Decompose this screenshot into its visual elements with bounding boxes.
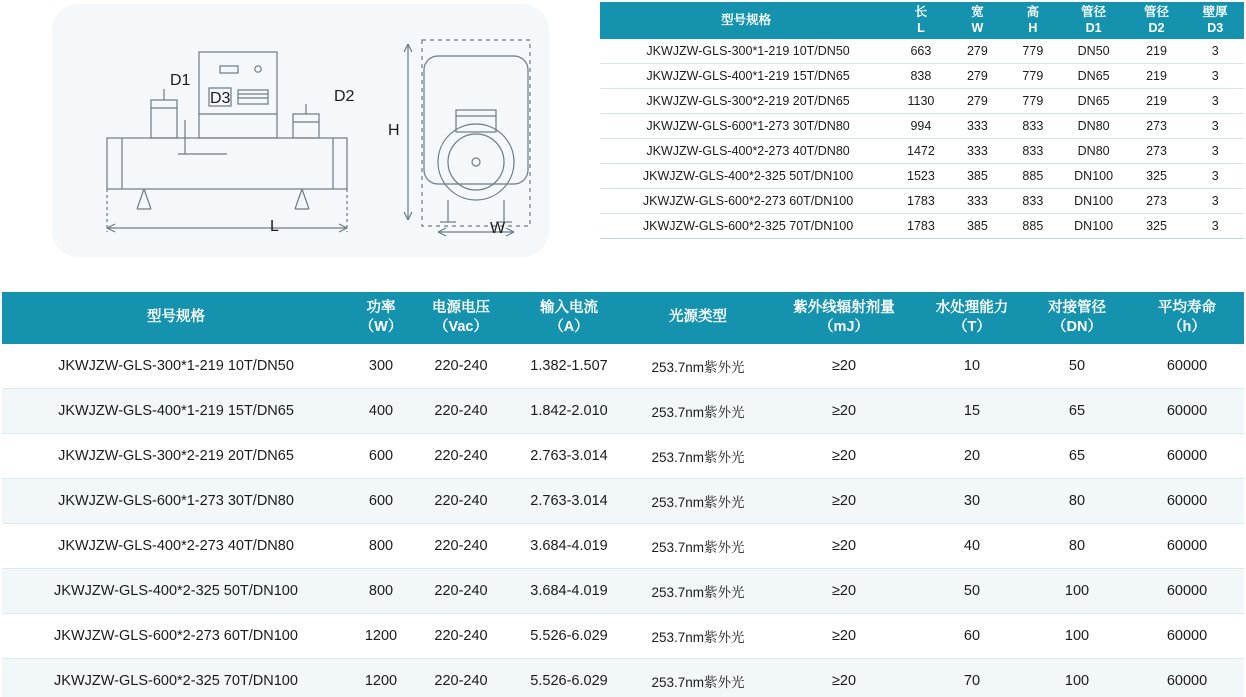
cell-width: 385 [950, 214, 1005, 239]
cell-d2: 273 [1127, 189, 1187, 214]
cell-lifetime: 60000 [1130, 478, 1244, 523]
table-row [2, 613, 1244, 658]
cell-d1: DN65 [1061, 64, 1127, 89]
dimension-header-model: 型号规格 [600, 2, 892, 39]
cell-current: 3.684-4.019 [510, 568, 628, 613]
label-d1: D1 [170, 72, 191, 89]
cell-model: JKWJZW-GLS-400*2-273 40T/DN80 [2, 523, 350, 568]
cell-uv-dose: ≥20 [768, 388, 920, 433]
label-d3: D3 [210, 90, 231, 107]
cell-pipe-diameter: 80 [1024, 523, 1130, 568]
cell-height: 779 [1005, 64, 1060, 89]
cell-lamp-type: 253.7nm紫外光 [628, 344, 768, 389]
diagram-drawing [52, 4, 549, 257]
cell-model: JKWJZW-GLS-600*1-273 30T/DN80 [600, 114, 892, 139]
cell-d3: 3 [1186, 164, 1244, 189]
cell-height: 833 [1005, 139, 1060, 164]
cell-d3: 3 [1186, 139, 1244, 164]
cell-d2: 273 [1127, 114, 1187, 139]
cell-model: JKWJZW-GLS-600*2-325 70T/DN100 [600, 214, 892, 239]
cell-d1: DN65 [1061, 89, 1127, 114]
cell-voltage: 220-240 [412, 568, 510, 613]
cell-length: 1130 [892, 89, 950, 114]
cell-d2: 219 [1127, 39, 1187, 64]
cell-d3: 3 [1186, 39, 1244, 64]
cell-current: 5.526-6.029 [530, 672, 608, 689]
cell-d3: 3 [1186, 89, 1244, 114]
cell-lamp-type: 253.7nm紫外光 [628, 568, 768, 613]
cell-lifetime: 60000 [1130, 388, 1244, 433]
spec-header-model: 型号规格 [2, 292, 350, 344]
cell-voltage: 220-240 [412, 344, 510, 389]
label-w: W [490, 220, 506, 237]
cell-pipe-diameter: 100 [1024, 613, 1130, 658]
cell-length: 1783 [892, 214, 950, 239]
dimension-table [600, 2, 1244, 239]
cell-model: JKWJZW-GLS-400*1-219 15T/DN65 [600, 64, 892, 89]
cell-current: 3.684-4.019 [510, 523, 628, 568]
cell-pipe-diameter: 50 [1024, 344, 1130, 389]
cell-d1: DN50 [1061, 39, 1127, 64]
cell-current: 1.842-2.010 [510, 388, 628, 433]
cell-power: 800 [350, 523, 412, 568]
cell-uv-dose: ≥20 [768, 613, 920, 658]
equipment-dimension-diagram [52, 4, 549, 257]
cell-power: 1200 [350, 613, 412, 658]
table-row [2, 658, 1244, 697]
cell-capacity: 15 [920, 388, 1024, 433]
table-row [600, 164, 1244, 189]
table-row [600, 214, 1244, 239]
cell-voltage: 220-240 [412, 478, 510, 523]
specification-table-header-row [2, 292, 1244, 344]
cell-power: 800 [350, 568, 412, 613]
cell-model: JKWJZW-GLS-400*2-273 40T/DN80 [600, 139, 892, 164]
cell-lamp-type: 253.7nm紫外光 [628, 523, 768, 568]
cell-length: 1783 [892, 189, 950, 214]
table-row [600, 39, 1244, 64]
cell-model: JKWJZW-GLS-600*1-273 30T/DN80 [2, 478, 350, 523]
table-row [600, 189, 1244, 214]
cell-power: 1200 [364, 672, 398, 689]
cell-height: 779 [1005, 39, 1060, 64]
cell-d1: DN100 [1061, 164, 1127, 189]
dimension-header-d2: 管径 D2 [1127, 2, 1187, 39]
cell-length: 1472 [892, 139, 950, 164]
cell-d1: DN80 [1061, 139, 1127, 164]
cell-capacity: 60 [920, 613, 1024, 658]
cell-lamp-type: 253.7nm紫外光 [628, 388, 768, 433]
cell-d2: 273 [1127, 139, 1187, 164]
cell-model: JKWJZW-GLS-600*2-273 60T/DN100 [2, 613, 350, 658]
cell-voltage: 220-240 [412, 433, 510, 478]
cell-uv-dose: ≥20 [768, 344, 920, 389]
label-d2: D2 [334, 88, 355, 105]
cell-model: JKWJZW-GLS-300*2-219 20T/DN65 [600, 89, 892, 114]
cell-capacity: 70 [963, 672, 981, 689]
spec-header-lifetime: 平均寿命 （h） [1130, 292, 1244, 344]
cell-width: 385 [950, 164, 1005, 189]
cell-voltage: 220-240 [412, 523, 510, 568]
table-row [2, 433, 1244, 478]
label-h: H [388, 122, 400, 139]
cell-width: 279 [950, 89, 1005, 114]
cell-model: JKWJZW-GLS-600*2-273 60T/DN100 [600, 189, 892, 214]
cell-d2: 219 [1127, 64, 1187, 89]
cell-width: 279 [950, 39, 1005, 64]
cell-voltage: 220-240 [434, 672, 488, 689]
cell-model: JKWJZW-GLS-600*2-325 70T/DN100 [54, 672, 298, 689]
dimension-table-header-row [600, 2, 1244, 39]
spec-header-voltage: 电源电压 （Vac） [412, 292, 510, 344]
cell-uv-dose: ≥20 [831, 672, 857, 689]
spec-header-power: 功率 （W） [350, 292, 412, 344]
cell-pipe-diameter: 80 [1024, 478, 1130, 523]
cell-width: 333 [950, 189, 1005, 214]
cell-width: 333 [950, 139, 1005, 164]
table-row [2, 388, 1244, 433]
cell-lifetime: 60000 [1130, 613, 1244, 658]
cell-d1: DN80 [1061, 114, 1127, 139]
table-row [2, 568, 1244, 613]
cell-d3: 3 [1186, 64, 1244, 89]
table-row [600, 64, 1244, 89]
cell-power: 300 [350, 344, 412, 389]
cell-model: JKWJZW-GLS-300*2-219 20T/DN65 [2, 433, 350, 478]
dimension-header-d3: 壁厚 D3 [1186, 2, 1244, 39]
cell-current: 5.526-6.029 [510, 613, 628, 658]
cell-lifetime: 60000 [1130, 344, 1244, 389]
cell-lamp-type: 253.7nm紫外光 [651, 674, 745, 690]
cell-d2: 219 [1127, 89, 1187, 114]
cell-width: 279 [950, 64, 1005, 89]
table-row [600, 89, 1244, 114]
spec-header-current: 输入电流 （A） [510, 292, 628, 344]
cell-model: JKWJZW-GLS-400*2-325 50T/DN100 [2, 568, 350, 613]
cell-lamp-type: 253.7nm紫外光 [628, 478, 768, 523]
cell-current: 1.382-1.507 [510, 344, 628, 389]
cell-uv-dose: ≥20 [768, 523, 920, 568]
specification-table [2, 292, 1244, 697]
cell-capacity: 20 [920, 433, 1024, 478]
cell-length: 1523 [892, 164, 950, 189]
cell-voltage: 220-240 [412, 388, 510, 433]
cell-uv-dose: ≥20 [768, 568, 920, 613]
cell-uv-dose: ≥20 [768, 478, 920, 523]
cell-model: JKWJZW-GLS-400*1-219 15T/DN65 [2, 388, 350, 433]
cell-pipe-diameter: 65 [1024, 433, 1130, 478]
spec-header-uv-dose: 紫外线辐射剂量 （mJ） [768, 292, 920, 344]
cell-lifetime: 60000 [1130, 523, 1244, 568]
cell-length: 663 [892, 39, 950, 64]
cell-lifetime: 60000 [1130, 433, 1244, 478]
dimension-header-width: 宽 W [950, 2, 1005, 39]
cell-current: 2.763-3.014 [510, 433, 628, 478]
cell-model: JKWJZW-GLS-300*1-219 10T/DN50 [2, 344, 350, 389]
table-row [2, 478, 1244, 523]
cell-pipe-diameter: 100 [1024, 568, 1130, 613]
cell-d2: 325 [1127, 164, 1187, 189]
table-row [2, 523, 1244, 568]
cell-height: 833 [1005, 114, 1060, 139]
cell-lifetime: 60000 [1166, 672, 1208, 689]
table-row [600, 114, 1244, 139]
cell-pipe-diameter: 65 [1024, 388, 1130, 433]
label-l: L [270, 218, 279, 235]
spec-header-pipe-diameter: 对接管径 （DN） [1024, 292, 1130, 344]
dimension-header-height: 高 H [1005, 2, 1060, 39]
cell-d3: 3 [1186, 189, 1244, 214]
cell-capacity: 40 [920, 523, 1024, 568]
cell-lamp-type: 253.7nm紫外光 [628, 433, 768, 478]
dimension-header-length: 长 L [892, 2, 950, 39]
spec-header-lamp-type: 光源类型 [628, 292, 768, 344]
dimension-header-d1: 管径 D1 [1061, 2, 1127, 39]
cell-d2: 325 [1127, 214, 1187, 239]
cell-model: JKWJZW-GLS-400*2-325 50T/DN100 [600, 164, 892, 189]
cell-capacity: 30 [920, 478, 1024, 523]
cell-model: JKWJZW-GLS-300*1-219 10T/DN50 [600, 39, 892, 64]
cell-capacity: 10 [920, 344, 1024, 389]
cell-length: 838 [892, 64, 950, 89]
cell-d1: DN100 [1061, 189, 1127, 214]
cell-uv-dose: ≥20 [768, 433, 920, 478]
cell-d3: 3 [1186, 214, 1244, 239]
cell-current: 2.763-3.014 [510, 478, 628, 523]
cell-capacity: 50 [920, 568, 1024, 613]
cell-power: 600 [350, 433, 412, 478]
cell-width: 333 [950, 114, 1005, 139]
cell-length: 994 [892, 114, 950, 139]
cell-power: 600 [350, 478, 412, 523]
cell-voltage: 220-240 [412, 613, 510, 658]
cell-d3: 3 [1186, 114, 1244, 139]
cell-d1: DN100 [1061, 214, 1127, 239]
cell-height: 885 [1005, 214, 1060, 239]
cell-lamp-type: 253.7nm紫外光 [628, 613, 768, 658]
spec-header-capacity: 水处理能力 （T） [920, 292, 1024, 344]
cell-power: 400 [350, 388, 412, 433]
cell-height: 885 [1005, 164, 1060, 189]
table-row [600, 139, 1244, 164]
cell-lifetime: 60000 [1130, 568, 1244, 613]
table-row [2, 344, 1244, 389]
cell-height: 779 [1005, 89, 1060, 114]
cell-height: 833 [1005, 189, 1060, 214]
cell-pipe-diameter: 100 [1064, 672, 1090, 689]
